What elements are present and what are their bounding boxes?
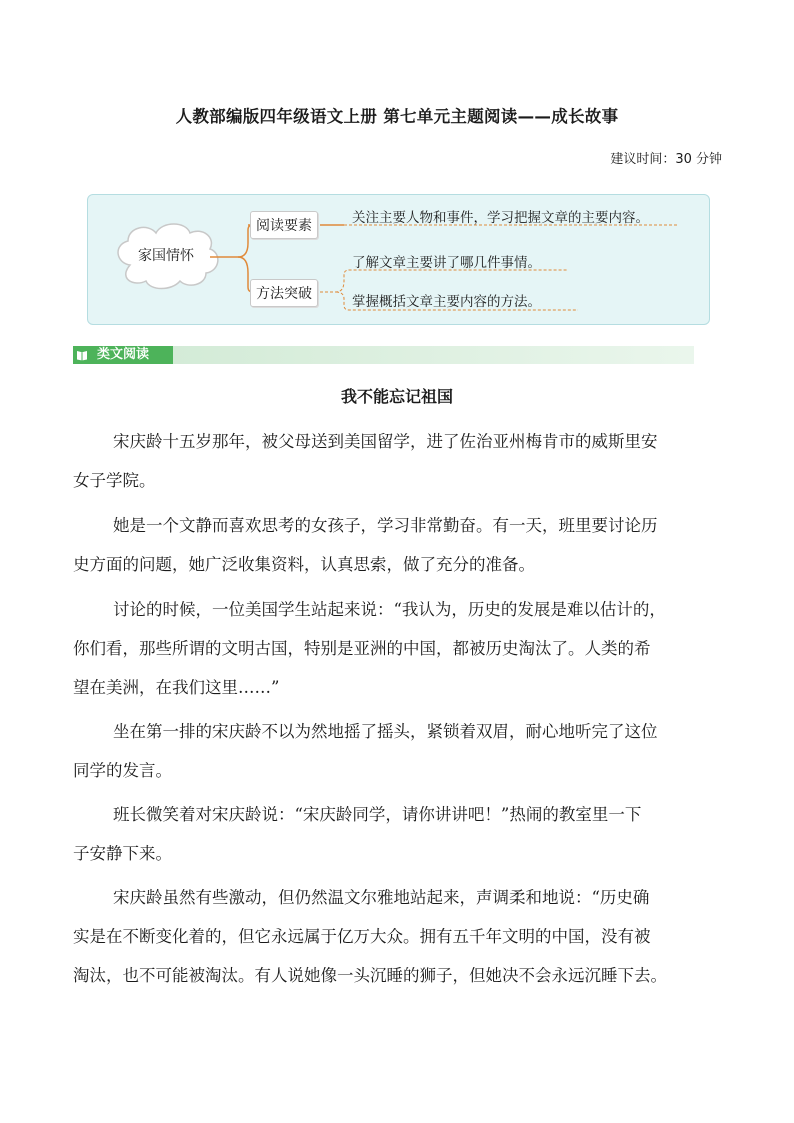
text-line: 同学的发言。 <box>73 761 172 780</box>
text-line: 宋庆龄虽然有些激动，但仍然温文尔雅地站起来，声调柔和地说：“历史确 <box>113 888 650 907</box>
text-line: 她是一个文静而喜欢思考的女孩子，学习非常勤奋。有一天，班里要讨论历 <box>113 516 658 535</box>
branch-item: 了解文章主要讲了哪几件事情。 <box>352 255 541 271</box>
book-icon <box>76 349 88 361</box>
text-line: 淘汰，也不可能被淘汰。有人说她像一头沉睡的狮子，但她决不会永远沉睡下去。 <box>73 966 667 985</box>
mind-map <box>87 194 710 325</box>
article-title: 我不能忘记祖国 <box>340 387 453 406</box>
text-line: 你们看，那些所谓的文明古国，特别是亚洲的中国，都被历史淘汰了。人类的希 <box>73 639 651 658</box>
text-line: 讨论的时候，一位美国学生站起来说：“我认为，历史的发展是难以估计的， <box>113 600 666 619</box>
suggested-time: 建议时间：30 分钟 <box>610 152 722 167</box>
text-line: 女子学院。 <box>73 471 156 490</box>
text-line: 宋庆龄十五岁那年，被父母送到美国留学，进了佐治亚州梅肯市的威斯里安 <box>113 432 658 451</box>
mind-map-center: 家国情怀 <box>138 248 194 264</box>
text-line: 望在美洲，在我们这里……” <box>73 678 280 697</box>
document-title: 人教部编版四年级语文上册 第七单元主题阅读——成长故事 <box>175 107 619 126</box>
section-label: 类文阅读 <box>97 347 150 362</box>
text-line: 班长微笑着对宋庆龄说：“宋庆龄同学，请你讲讲吧！”热闹的教室里一下 <box>113 805 642 824</box>
branch-item: 关注主要人物和事件，学习把握文章的主要内容。 <box>352 210 649 226</box>
branch-item: 掌握概括文章主要内容的方法。 <box>352 294 541 310</box>
text-line: 子安静下来。 <box>73 844 172 863</box>
text-line: 坐在第一排的宋庆龄不以为然地摇了摇头，紧锁着双眉，耐心地听完了这位 <box>113 722 658 741</box>
text-line: 史方面的问题，她广泛收集资料，认真思索，做了充分的准备。 <box>73 555 535 574</box>
branch-reading-element: 阅读要素 <box>250 211 318 239</box>
section-tag <box>73 346 173 364</box>
text-line: 实是在不断变化着的，但它永远属于亿万大众。拥有五千年文明的中国，没有被 <box>73 927 651 946</box>
section-header <box>73 346 694 364</box>
branch-method: 方法突破 <box>250 279 318 307</box>
